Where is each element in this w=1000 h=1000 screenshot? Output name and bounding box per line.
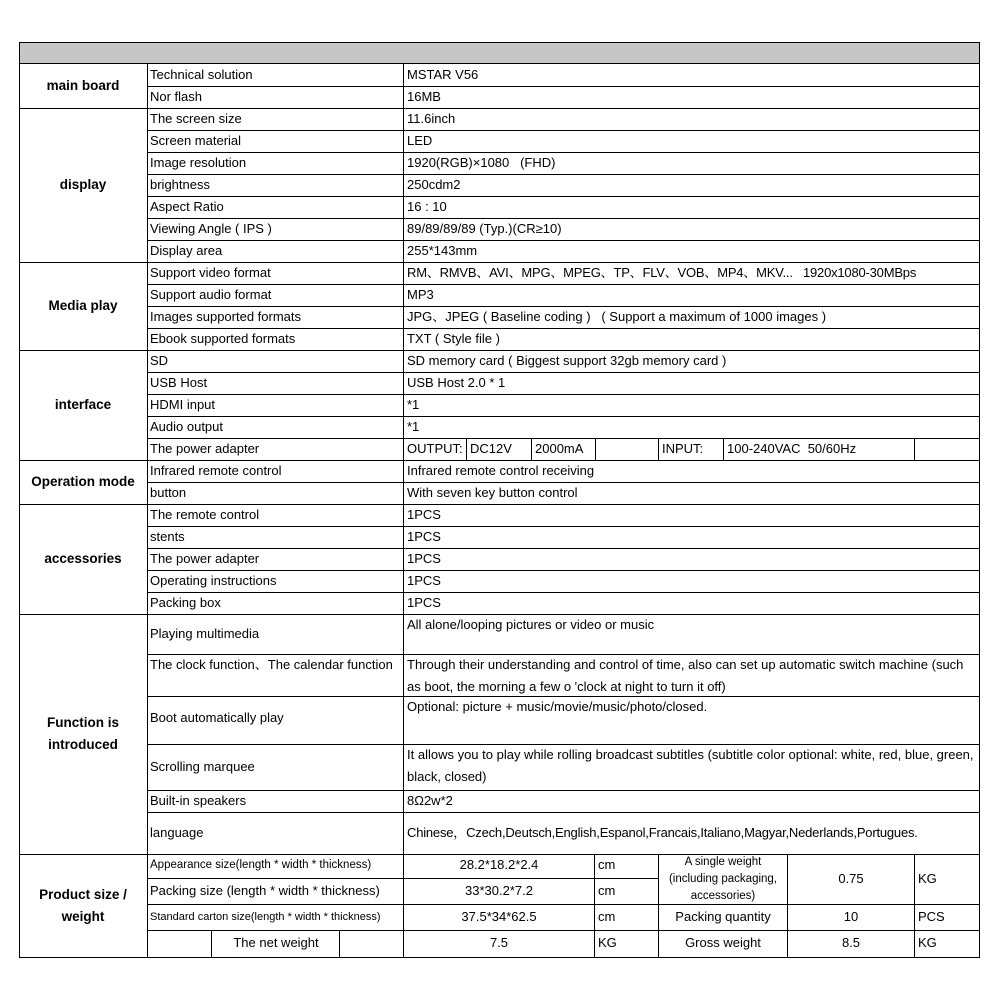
grid-line: [147, 696, 980, 697]
row-value: Chinese，Czech,Deutsch,English,Espanol,Francais,Italiano,Magyar,Nederlands,Portugues.: [407, 825, 918, 840]
row-value: USB Host 2.0 * 1: [407, 375, 506, 390]
row-label: Support audio format: [150, 287, 272, 302]
grid-line: [147, 438, 980, 439]
grid-line: [147, 394, 980, 395]
category-operation-mode: Operation mode: [31, 474, 135, 489]
category-media-play: Media play: [48, 298, 118, 313]
row-value: 1PCS: [407, 529, 441, 544]
grid-line: [19, 614, 980, 615]
grid-line: [914, 438, 915, 460]
spec-sheet: [19, 42, 980, 958]
row-label: stents: [150, 529, 185, 544]
net-weight-value: 7.5: [489, 935, 509, 950]
row-label: Built-in speakers: [150, 793, 247, 808]
gross-weight-value: 8.5: [841, 935, 861, 950]
row-label: button: [150, 485, 187, 500]
power-output-current: 2000mA: [535, 441, 584, 456]
grid-line: [147, 548, 980, 549]
size-value: 28.2*18.2*2.4: [459, 857, 539, 872]
grid-line: [531, 438, 532, 460]
grid-line: [147, 306, 980, 307]
single-weight-unit: KG: [918, 871, 937, 886]
header-bar: [19, 42, 980, 63]
grid-line: [914, 854, 915, 958]
row-label: Operating instructions: [150, 573, 277, 588]
row-label: Standard carton size(length * width * thickness): [150, 911, 381, 923]
row-value: 1PCS: [407, 595, 441, 610]
row-value: 8Ω2w*2: [407, 793, 453, 808]
net-weight-label: The net weight: [233, 935, 319, 950]
row-value: LED: [407, 133, 433, 148]
row-label: The power adapter: [150, 551, 260, 566]
row-value: *1: [407, 397, 420, 412]
grid-line: [19, 63, 980, 64]
size-value: 33*30.2*7.2: [465, 883, 533, 898]
row-label: Technical solution: [150, 67, 253, 82]
row-value: TXT ( Style file ): [407, 331, 500, 346]
grid-line: [658, 438, 659, 460]
row-label: Images supported formats: [150, 309, 302, 324]
row-label: Aspect Ratio: [150, 199, 224, 214]
row-value: RM、RMVB、AVI、MPG、MPEG、TP、FLV、VOB、MP4、MKV... 1920x1080-30MBps: [407, 265, 917, 280]
row-label: The screen size: [150, 111, 242, 126]
grid-line: [19, 854, 980, 855]
row-label: Audio output: [150, 419, 224, 434]
row-label: Boot automatically play: [150, 710, 284, 725]
row-label: Display area: [150, 243, 223, 258]
grid-line: [147, 904, 980, 905]
gross-weight-unit: KG: [918, 935, 937, 950]
grid-line: [723, 438, 724, 460]
row-label: The clock function、The calendar function: [150, 657, 393, 672]
category-accessories: accessories: [44, 551, 122, 566]
grid-line: [147, 86, 980, 87]
size-unit: cm: [598, 857, 616, 872]
grid-line: [147, 526, 980, 527]
row-value: 255*143mm: [407, 243, 478, 258]
grid-line: [147, 63, 148, 958]
row-value: All alone/looping pictures or video or music: [407, 617, 655, 632]
power-input-value: 100-240VAC 50/60Hz: [727, 441, 857, 456]
row-label: Support video format: [150, 265, 271, 280]
row-label: Screen material: [150, 133, 242, 148]
row-value: JPG、JPEG ( Baseline coding ) ( Support a maximum of 1000 images ): [407, 309, 827, 324]
grid-line: [147, 482, 980, 483]
power-output-voltage: DC12V: [470, 441, 512, 456]
row-value: 89/89/89/89 (Typ.)(CR≥10): [407, 221, 562, 236]
category-function-introduced: Function is introduced: [47, 715, 119, 752]
single-weight-label: A single weight (including packaging, accessories): [668, 856, 778, 902]
size-unit: cm: [598, 909, 616, 924]
packing-quantity-value: 10: [843, 909, 859, 924]
category-main-board: main board: [46, 78, 120, 93]
grid-line: [403, 63, 404, 930]
grid-line: [147, 416, 980, 417]
grid-line: [147, 152, 980, 153]
row-value: It allows you to play while rolling broadcast subtitles (subtitle color optional: white, red, blue, green, black, closed): [407, 747, 974, 784]
row-label: Ebook supported formats: [150, 331, 296, 346]
grid-line: [787, 854, 788, 958]
net-weight-unit: KG: [598, 935, 617, 950]
grid-line: [19, 504, 980, 505]
grid-line: [147, 196, 980, 197]
grid-line: [403, 930, 404, 958]
grid-line: [147, 218, 980, 219]
grid-line: [147, 930, 980, 931]
grid-line: [147, 174, 980, 175]
row-label: Viewing Angle ( IPS ): [150, 221, 272, 236]
row-value: *1: [407, 419, 420, 434]
row-value: With seven key button control: [407, 485, 578, 500]
row-label: SD: [150, 353, 169, 368]
row-value: Optional: picture + music/movie/music/photo/closed.: [407, 699, 708, 714]
row-label: USB Host: [150, 375, 208, 390]
row-value: 1PCS: [407, 551, 441, 566]
row-value: MP3: [407, 287, 434, 302]
row-label: language: [150, 825, 204, 840]
grid-line: [147, 130, 980, 131]
grid-line: [19, 262, 980, 263]
power-output-label: OUTPUT:: [407, 441, 463, 456]
grid-line: [147, 284, 980, 285]
row-label: HDMI input: [150, 397, 216, 412]
row-label: The remote control: [150, 507, 260, 522]
power-input-label: INPUT:: [662, 441, 704, 456]
row-value: 1PCS: [407, 573, 441, 588]
packing-quantity-label: Packing quantity: [675, 909, 771, 924]
row-label: Infrared remote control: [150, 463, 282, 478]
row-label: brightness: [150, 177, 210, 192]
grid-line: [658, 854, 659, 958]
single-weight-value: 0.75: [838, 871, 864, 886]
row-value: Infrared remote control receiving: [407, 463, 595, 478]
category-interface: interface: [54, 397, 112, 412]
row-label: Playing multimedia: [150, 626, 260, 641]
row-value: Through their understanding and control of time, also can set up automatic switch machine (such as boot, the morning a few o 'clock at night to turn it off): [407, 657, 964, 694]
grid-line: [147, 592, 980, 593]
grid-line: [339, 930, 340, 958]
grid-line: [147, 790, 980, 791]
grid-line: [147, 812, 980, 813]
grid-line: [147, 570, 980, 571]
row-value: MSTAR V56: [407, 67, 479, 82]
grid-line: [19, 460, 980, 461]
row-value: 16MB: [407, 89, 441, 104]
row-value: 1920(RGB)×1080 (FHD): [407, 155, 556, 170]
grid-line: [147, 744, 980, 745]
grid-line: [147, 372, 980, 373]
row-label: The power adapter: [150, 441, 260, 456]
grid-line: [147, 328, 980, 329]
row-label: Packing size (length * width * thickness): [150, 883, 380, 898]
row-label: Nor flash: [150, 89, 203, 104]
grid-line: [19, 350, 980, 351]
row-label: Packing box: [150, 595, 221, 610]
row-value: 16 : 10: [407, 199, 447, 214]
row-label: Image resolution: [150, 155, 247, 170]
grid-line: [19, 108, 980, 109]
size-unit: cm: [598, 883, 616, 898]
packing-quantity-unit: PCS: [918, 909, 945, 924]
row-value: 250cdm2: [407, 177, 461, 192]
row-value: 11.6inch: [407, 111, 456, 126]
row-value: 1PCS: [407, 507, 441, 522]
grid-line: [147, 240, 980, 241]
grid-line: [594, 854, 595, 958]
grid-line: [466, 438, 467, 460]
row-value: SD memory card ( Biggest support 32gb memory card ): [407, 353, 727, 368]
size-value: 37.5*34*62.5: [461, 909, 537, 924]
gross-weight-label: Gross weight: [685, 935, 761, 950]
grid-line: [211, 930, 212, 958]
row-label: Appearance size(length * width * thickness): [150, 859, 372, 871]
row-label: Scrolling marquee: [150, 759, 255, 774]
category-display: display: [59, 177, 107, 192]
category-product-size-weight: Product size / weight: [39, 887, 127, 924]
grid-line: [595, 438, 596, 460]
grid-line: [147, 654, 980, 655]
